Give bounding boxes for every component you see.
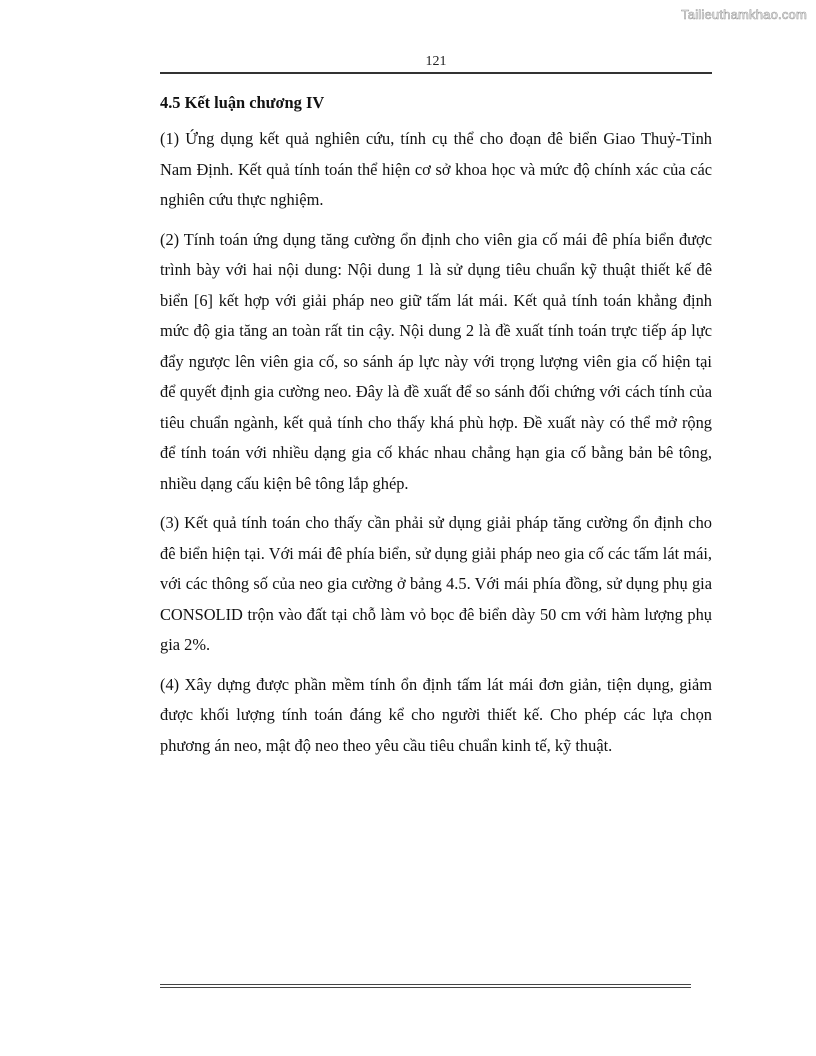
page-number: 121 (425, 54, 447, 69)
footer-divider (160, 984, 691, 988)
section-title: 4.5 Kết luận chương IV (160, 93, 325, 112)
document-body (160, 92, 712, 761)
watermark-text: Tailieuthamkhao.com (681, 7, 807, 22)
paragraph-4: (4) Xây dựng được phần mềm tính ổn định tấm lát mái đơn giản, tiện dụng, giảm được khối lượng tính toán đáng kể cho người thiết kế. Cho phép các lựa chọn phương án neo, mật độ neo theo yêu cầu tiêu chuẩn kinh tế, kỹ thuật. (160, 674, 712, 755)
header-divider (160, 72, 712, 74)
paragraph-3: (3) Kết quả tính toán cho thấy cần phải sử dụng giải pháp tăng cường ổn định cho đê biển hiện tại. Với mái đê phía biển, sử dụng giải pháp neo gia cố các tấm lát mái, với các thông số của neo gia cường ở bảng 4.5. Với mái phía đồng, sử dụng phụ gia CONSOLID trộn vào đất tại chỗ làm vỏ bọc đê biển dày 50 cm với hàm lượng phụ gia 2%. (160, 513, 712, 654)
paragraph-1: (1) Ứng dụng kết quả nghiên cứu, tính cụ thể cho đoạn đê biển Giao Thuỷ-Tỉnh Nam Định. Kết quả tính toán thể hiện cơ sở khoa học và mức độ chính xác của các nghiên cứu thực nghiệm. (160, 129, 712, 209)
paragraph-2: (2) Tính toán ứng dụng tăng cường ổn định cho viên gia cố mái đê phía biển được trình bày với hai nội dung: Nội dung 1 là sử dụng tiêu chuẩn kỹ thuật thiết kế đê biển [6] kết hợp với giải pháp neo giữ tấm lát mái. Kết quả tính toán khẳng định mức độ gia tăng an toàn rất tin cậy. Nội dung 2 là đề xuất tính toán trực tiếp áp lực đẩy ngược lên viên gia cố, so sánh áp lực này với trọng lượng viên gia cố hiện tại để quyết định gia cường neo. Đây là đề xuất để so sánh đối chứng với cách tính của tiêu chuẩn ngành, kết quả tính cho thấy khá phù hợp. Đề xuất này có thể mở rộng để tính toán với nhiều dạng gia cố khác nhau chẳng hạn gia cố bằng bản bê tông, nhiều dạng cấu kiện bê tông lắp ghép. (160, 229, 712, 493)
